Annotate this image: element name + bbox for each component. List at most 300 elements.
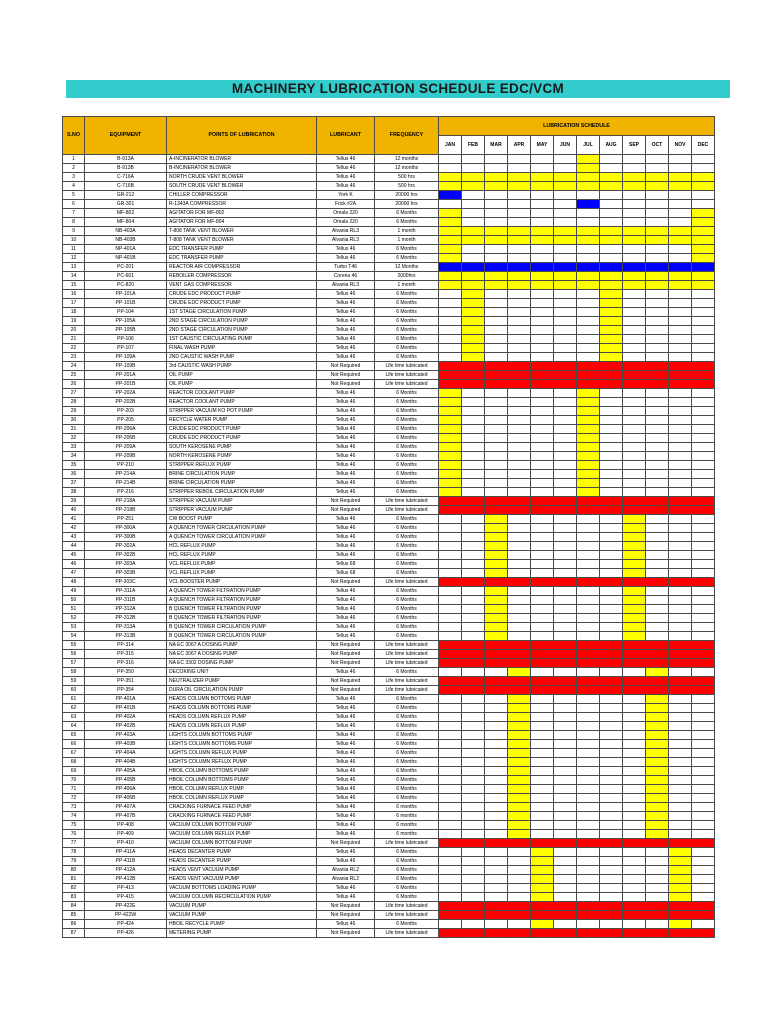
schedule-cell-may bbox=[531, 929, 554, 938]
table-row bbox=[63, 443, 715, 452]
schedule-cell-oct bbox=[646, 686, 669, 695]
schedule-cell-nov bbox=[669, 830, 692, 839]
row-point: B-INCINERATOR BLOWER bbox=[167, 164, 317, 173]
row-point: CRUDE EDC PRODUCT PUMP bbox=[167, 290, 317, 299]
schedule-cell-dec bbox=[692, 308, 715, 317]
schedule-cell-may bbox=[531, 398, 554, 407]
schedule-cell-mar bbox=[485, 695, 508, 704]
schedule-cell-jan bbox=[439, 470, 462, 479]
schedule-cell-mar bbox=[485, 434, 508, 443]
schedule-cell-dec bbox=[692, 263, 715, 272]
row-frequency: Life time lubricated bbox=[375, 641, 439, 650]
schedule-cell-apr bbox=[508, 488, 531, 497]
schedule-cell-jul bbox=[577, 398, 600, 407]
schedule-cell-jun bbox=[554, 686, 577, 695]
schedule-cell-nov bbox=[669, 425, 692, 434]
table-row bbox=[63, 569, 715, 578]
schedule-cell-feb bbox=[462, 533, 485, 542]
schedule-cell-jan bbox=[439, 668, 462, 677]
row-equipment: NB-403B bbox=[85, 236, 167, 245]
schedule-cell-apr bbox=[508, 704, 531, 713]
schedule-cell-may bbox=[531, 668, 554, 677]
schedule-cell-feb bbox=[462, 920, 485, 929]
schedule-cell-sep bbox=[623, 632, 646, 641]
row-frequency: 6 Months bbox=[375, 767, 439, 776]
schedule-cell-feb bbox=[462, 488, 485, 497]
row-frequency: 6 Months bbox=[375, 587, 439, 596]
schedule-cell-sep bbox=[623, 551, 646, 560]
row-lubricant: Tellus 46 bbox=[317, 848, 375, 857]
schedule-cell-oct bbox=[646, 488, 669, 497]
row-frequency: 500 hrs bbox=[375, 182, 439, 191]
schedule-cell-dec bbox=[692, 407, 715, 416]
schedule-cell-jun bbox=[554, 920, 577, 929]
row-frequency: 6 Months bbox=[375, 614, 439, 623]
schedule-cell-nov bbox=[669, 686, 692, 695]
schedule-cell-feb bbox=[462, 461, 485, 470]
schedule-cell-mar bbox=[485, 362, 508, 371]
schedule-cell-feb bbox=[462, 902, 485, 911]
row-equipment: PP-210 bbox=[85, 461, 167, 470]
row-point: BRINE CIRCULATION PUMP bbox=[167, 479, 317, 488]
row-frequency: 6 Months bbox=[375, 389, 439, 398]
schedule-cell-apr bbox=[508, 920, 531, 929]
schedule-cell-jan bbox=[439, 173, 462, 182]
schedule-cell-oct bbox=[646, 803, 669, 812]
row-point: HBOIL COLUMN BOTTOMS PUMP bbox=[167, 776, 317, 785]
row-equipment: PP-402B bbox=[85, 722, 167, 731]
schedule-cell-aug bbox=[600, 794, 623, 803]
row-lubricant: Tellus 46 bbox=[317, 326, 375, 335]
row-sno: 66 bbox=[63, 740, 85, 749]
row-frequency: 6 Months bbox=[375, 758, 439, 767]
schedule-cell-dec bbox=[692, 848, 715, 857]
schedule-cell-apr bbox=[508, 659, 531, 668]
row-lubricant: Tellus 46 bbox=[317, 632, 375, 641]
schedule-cell-jan bbox=[439, 776, 462, 785]
row-equipment: PP-300B bbox=[85, 533, 167, 542]
schedule-cell-jun bbox=[554, 254, 577, 263]
schedule-cell-mar bbox=[485, 227, 508, 236]
row-point: B QUENCH TOWER CIRCULATION PUMP bbox=[167, 623, 317, 632]
row-equipment: PP-303B bbox=[85, 569, 167, 578]
schedule-cell-jul bbox=[577, 236, 600, 245]
schedule-cell-sep bbox=[623, 569, 646, 578]
schedule-cell-sep bbox=[623, 308, 646, 317]
schedule-cell-feb bbox=[462, 182, 485, 191]
schedule-cell-jun bbox=[554, 650, 577, 659]
row-sno: 37 bbox=[63, 479, 85, 488]
row-lubricant: Not Required bbox=[317, 911, 375, 920]
row-point: NORTH CRUDE VENT BLOWER bbox=[167, 173, 317, 182]
schedule-cell-jan bbox=[439, 614, 462, 623]
schedule-cell-aug bbox=[600, 587, 623, 596]
row-lubricant: Alvania RL3 bbox=[317, 227, 375, 236]
row-sno: 50 bbox=[63, 596, 85, 605]
schedule-cell-feb bbox=[462, 848, 485, 857]
row-sno: 71 bbox=[63, 785, 85, 794]
schedule-cell-dec bbox=[692, 587, 715, 596]
schedule-cell-feb bbox=[462, 308, 485, 317]
schedule-cell-oct bbox=[646, 812, 669, 821]
schedule-cell-may bbox=[531, 506, 554, 515]
schedule-cell-jan bbox=[439, 641, 462, 650]
schedule-cell-aug bbox=[600, 803, 623, 812]
schedule-cell-feb bbox=[462, 164, 485, 173]
schedule-cell-apr bbox=[508, 830, 531, 839]
table-row bbox=[63, 839, 715, 848]
schedule-cell-may bbox=[531, 659, 554, 668]
schedule-cell-jul bbox=[577, 191, 600, 200]
schedule-cell-apr bbox=[508, 695, 531, 704]
schedule-cell-sep bbox=[623, 254, 646, 263]
schedule-cell-apr bbox=[508, 749, 531, 758]
schedule-cell-jan bbox=[439, 650, 462, 659]
header-points: POINTS OF LUBRICATION bbox=[167, 117, 317, 155]
row-frequency: Life time lubricated bbox=[375, 578, 439, 587]
schedule-cell-feb bbox=[462, 677, 485, 686]
row-frequency: 6 Months bbox=[375, 884, 439, 893]
schedule-cell-oct bbox=[646, 875, 669, 884]
schedule-cell-apr bbox=[508, 875, 531, 884]
schedule-cell-jan bbox=[439, 218, 462, 227]
schedule-cell-jun bbox=[554, 326, 577, 335]
row-lubricant: Tellus 46 bbox=[317, 704, 375, 713]
row-point: OIL PUMP bbox=[167, 371, 317, 380]
row-lubricant: Tellus 46 bbox=[317, 470, 375, 479]
row-lubricant: Tellus 46 bbox=[317, 425, 375, 434]
schedule-cell-jan bbox=[439, 353, 462, 362]
schedule-cell-mar bbox=[485, 722, 508, 731]
schedule-cell-jul bbox=[577, 353, 600, 362]
schedule-cell-feb bbox=[462, 794, 485, 803]
schedule-cell-apr bbox=[508, 182, 531, 191]
table-row bbox=[63, 668, 715, 677]
schedule-cell-apr bbox=[508, 353, 531, 362]
schedule-cell-jan bbox=[439, 632, 462, 641]
row-point: VACUUM COLUMN BOTTOM PUMP bbox=[167, 839, 317, 848]
row-lubricant: Tellus 46 bbox=[317, 758, 375, 767]
row-equipment: PP-412B bbox=[85, 875, 167, 884]
row-lubricant: Alvania RL2 bbox=[317, 866, 375, 875]
schedule-cell-apr bbox=[508, 551, 531, 560]
schedule-cell-sep bbox=[623, 353, 646, 362]
schedule-cell-mar bbox=[485, 668, 508, 677]
row-lubricant: Tellus 46 bbox=[317, 749, 375, 758]
schedule-cell-apr bbox=[508, 929, 531, 938]
schedule-cell-oct bbox=[646, 920, 669, 929]
schedule-cell-mar bbox=[485, 497, 508, 506]
schedule-cell-jul bbox=[577, 164, 600, 173]
row-point: LIGHTS COLUMN BOTTOMS PUMP bbox=[167, 731, 317, 740]
schedule-cell-jul bbox=[577, 533, 600, 542]
schedule-cell-jul bbox=[577, 443, 600, 452]
schedule-cell-mar bbox=[485, 812, 508, 821]
schedule-cell-jan bbox=[439, 677, 462, 686]
schedule-cell-mar bbox=[485, 173, 508, 182]
schedule-cell-apr bbox=[508, 821, 531, 830]
schedule-cell-apr bbox=[508, 272, 531, 281]
month-header-mar: MAR bbox=[485, 136, 508, 155]
schedule-cell-apr bbox=[508, 308, 531, 317]
schedule-cell-aug bbox=[600, 866, 623, 875]
row-sno: 56 bbox=[63, 650, 85, 659]
row-frequency: 6 Months bbox=[375, 875, 439, 884]
schedule-cell-jan bbox=[439, 236, 462, 245]
schedule-cell-nov bbox=[669, 902, 692, 911]
schedule-cell-may bbox=[531, 587, 554, 596]
schedule-cell-feb bbox=[462, 551, 485, 560]
schedule-cell-sep bbox=[623, 596, 646, 605]
row-frequency: 6 Months bbox=[375, 209, 439, 218]
schedule-cell-jan bbox=[439, 308, 462, 317]
schedule-cell-nov bbox=[669, 281, 692, 290]
schedule-cell-mar bbox=[485, 785, 508, 794]
row-frequency: 6 Months bbox=[375, 461, 439, 470]
schedule-cell-mar bbox=[485, 308, 508, 317]
row-sno: 12 bbox=[63, 254, 85, 263]
table-row bbox=[63, 821, 715, 830]
schedule-cell-jun bbox=[554, 749, 577, 758]
schedule-cell-jan bbox=[439, 497, 462, 506]
row-frequency: 6 Months bbox=[375, 416, 439, 425]
row-equipment: B-913B bbox=[85, 164, 167, 173]
row-equipment: PP-404B bbox=[85, 758, 167, 767]
schedule-cell-nov bbox=[669, 911, 692, 920]
schedule-cell-jul bbox=[577, 218, 600, 227]
row-equipment: PP-303C bbox=[85, 578, 167, 587]
schedule-cell-sep bbox=[623, 857, 646, 866]
schedule-cell-sep bbox=[623, 497, 646, 506]
row-sno: 83 bbox=[63, 893, 85, 902]
schedule-cell-dec bbox=[692, 497, 715, 506]
row-equipment: NP-401A bbox=[85, 245, 167, 254]
row-lubricant: Tellus 46 bbox=[317, 776, 375, 785]
schedule-cell-nov bbox=[669, 245, 692, 254]
row-equipment: PP-251 bbox=[85, 515, 167, 524]
table-row bbox=[63, 173, 715, 182]
row-lubricant: Tellus 46 bbox=[317, 344, 375, 353]
schedule-cell-jun bbox=[554, 614, 577, 623]
schedule-cell-jul bbox=[577, 893, 600, 902]
schedule-cell-feb bbox=[462, 191, 485, 200]
table-row bbox=[63, 677, 715, 686]
schedule-cell-jun bbox=[554, 857, 577, 866]
schedule-cell-may bbox=[531, 479, 554, 488]
row-sno: 19 bbox=[63, 317, 85, 326]
schedule-cell-may bbox=[531, 308, 554, 317]
table-row bbox=[63, 200, 715, 209]
row-point: AGITATOR FOR MF-802 bbox=[167, 209, 317, 218]
row-sno: 74 bbox=[63, 812, 85, 821]
schedule-cell-oct bbox=[646, 434, 669, 443]
schedule-cell-nov bbox=[669, 353, 692, 362]
schedule-cell-jul bbox=[577, 857, 600, 866]
schedule-cell-jul bbox=[577, 362, 600, 371]
row-sno: 54 bbox=[63, 632, 85, 641]
schedule-cell-jan bbox=[439, 722, 462, 731]
table-row bbox=[63, 803, 715, 812]
schedule-cell-jun bbox=[554, 335, 577, 344]
schedule-cell-may bbox=[531, 227, 554, 236]
schedule-cell-jul bbox=[577, 713, 600, 722]
schedule-cell-jun bbox=[554, 398, 577, 407]
schedule-cell-jan bbox=[439, 362, 462, 371]
schedule-cell-feb bbox=[462, 614, 485, 623]
schedule-cell-dec bbox=[692, 812, 715, 821]
schedule-cell-mar bbox=[485, 560, 508, 569]
table-row bbox=[63, 731, 715, 740]
schedule-cell-mar bbox=[485, 533, 508, 542]
schedule-cell-jul bbox=[577, 740, 600, 749]
row-frequency: 6 Months bbox=[375, 857, 439, 866]
schedule-cell-oct bbox=[646, 389, 669, 398]
schedule-cell-jan bbox=[439, 371, 462, 380]
schedule-cell-apr bbox=[508, 650, 531, 659]
schedule-cell-jan bbox=[439, 317, 462, 326]
row-frequency: 6 Months bbox=[375, 344, 439, 353]
table-row bbox=[63, 587, 715, 596]
schedule-cell-may bbox=[531, 605, 554, 614]
row-frequency: 6 Months bbox=[375, 893, 439, 902]
table-row bbox=[63, 263, 715, 272]
schedule-cell-may bbox=[531, 425, 554, 434]
schedule-cell-apr bbox=[508, 479, 531, 488]
schedule-cell-oct bbox=[646, 767, 669, 776]
schedule-cell-nov bbox=[669, 704, 692, 713]
schedule-cell-mar bbox=[485, 425, 508, 434]
row-sno: 44 bbox=[63, 542, 85, 551]
schedule-cell-apr bbox=[508, 587, 531, 596]
schedule-cell-jan bbox=[439, 749, 462, 758]
row-sno: 43 bbox=[63, 533, 85, 542]
schedule-cell-jan bbox=[439, 893, 462, 902]
table-row bbox=[63, 767, 715, 776]
schedule-cell-may bbox=[531, 461, 554, 470]
schedule-cell-jan bbox=[439, 785, 462, 794]
schedule-cell-aug bbox=[600, 524, 623, 533]
schedule-cell-dec bbox=[692, 524, 715, 533]
schedule-cell-sep bbox=[623, 542, 646, 551]
schedule-cell-may bbox=[531, 686, 554, 695]
schedule-cell-oct bbox=[646, 542, 669, 551]
schedule-cell-oct bbox=[646, 551, 669, 560]
schedule-cell-may bbox=[531, 254, 554, 263]
row-frequency: 6 Months bbox=[375, 776, 439, 785]
schedule-cell-apr bbox=[508, 569, 531, 578]
row-sno: 25 bbox=[63, 371, 85, 380]
schedule-cell-nov bbox=[669, 515, 692, 524]
schedule-cell-mar bbox=[485, 245, 508, 254]
row-equipment: B-913A bbox=[85, 155, 167, 164]
schedule-cell-aug bbox=[600, 434, 623, 443]
schedule-cell-feb bbox=[462, 200, 485, 209]
table-row bbox=[63, 830, 715, 839]
schedule-cell-feb bbox=[462, 173, 485, 182]
row-equipment: PP-201B bbox=[85, 380, 167, 389]
schedule-cell-feb bbox=[462, 281, 485, 290]
schedule-cell-nov bbox=[669, 560, 692, 569]
table-row bbox=[63, 713, 715, 722]
row-equipment: PP-300A bbox=[85, 524, 167, 533]
schedule-cell-aug bbox=[600, 488, 623, 497]
row-lubricant: Omala 220 bbox=[317, 209, 375, 218]
schedule-cell-mar bbox=[485, 371, 508, 380]
month-header-jan: JAN bbox=[439, 136, 462, 155]
schedule-cell-may bbox=[531, 299, 554, 308]
row-sno: 67 bbox=[63, 749, 85, 758]
schedule-cell-jun bbox=[554, 623, 577, 632]
schedule-cell-jan bbox=[439, 407, 462, 416]
schedule-cell-oct bbox=[646, 641, 669, 650]
schedule-cell-jun bbox=[554, 803, 577, 812]
schedule-cell-sep bbox=[623, 488, 646, 497]
schedule-cell-apr bbox=[508, 722, 531, 731]
schedule-cell-feb bbox=[462, 632, 485, 641]
header-sno: S.NO bbox=[63, 117, 85, 155]
schedule-cell-jun bbox=[554, 299, 577, 308]
row-frequency: 6 Months bbox=[375, 245, 439, 254]
schedule-cell-may bbox=[531, 182, 554, 191]
schedule-cell-jan bbox=[439, 182, 462, 191]
schedule-cell-nov bbox=[669, 344, 692, 353]
row-sno: 4 bbox=[63, 182, 85, 191]
schedule-cell-aug bbox=[600, 443, 623, 452]
schedule-cell-jan bbox=[439, 479, 462, 488]
schedule-cell-dec bbox=[692, 875, 715, 884]
schedule-cell-mar bbox=[485, 515, 508, 524]
schedule-cell-feb bbox=[462, 875, 485, 884]
schedule-cell-oct bbox=[646, 911, 669, 920]
row-frequency: 6 months bbox=[375, 830, 439, 839]
schedule-cell-aug bbox=[600, 668, 623, 677]
row-sno: 47 bbox=[63, 569, 85, 578]
schedule-cell-jan bbox=[439, 821, 462, 830]
table-row bbox=[63, 497, 715, 506]
schedule-cell-dec bbox=[692, 173, 715, 182]
row-lubricant: Tellus 46 bbox=[317, 335, 375, 344]
table-row bbox=[63, 353, 715, 362]
schedule-cell-may bbox=[531, 884, 554, 893]
schedule-cell-may bbox=[531, 893, 554, 902]
schedule-cell-oct bbox=[646, 740, 669, 749]
row-frequency: 1 month bbox=[375, 227, 439, 236]
schedule-cell-oct bbox=[646, 209, 669, 218]
row-frequency: 6 Months bbox=[375, 299, 439, 308]
row-lubricant: Turbo T46 bbox=[317, 263, 375, 272]
schedule-cell-nov bbox=[669, 623, 692, 632]
row-sno: 64 bbox=[63, 722, 85, 731]
schedule-cell-sep bbox=[623, 758, 646, 767]
table-row bbox=[63, 245, 715, 254]
row-lubricant: Omala 220 bbox=[317, 218, 375, 227]
row-frequency: 6 Months bbox=[375, 632, 439, 641]
schedule-cell-jul bbox=[577, 632, 600, 641]
schedule-cell-jun bbox=[554, 227, 577, 236]
schedule-cell-oct bbox=[646, 362, 669, 371]
row-frequency: 6 Months bbox=[375, 434, 439, 443]
schedule-cell-feb bbox=[462, 596, 485, 605]
row-equipment: PP-201A bbox=[85, 371, 167, 380]
schedule-cell-oct bbox=[646, 533, 669, 542]
schedule-cell-jul bbox=[577, 326, 600, 335]
header-schedule: LUBRICATION SCHEDULE bbox=[439, 117, 715, 136]
schedule-cell-dec bbox=[692, 335, 715, 344]
schedule-cell-jan bbox=[439, 524, 462, 533]
table-row bbox=[63, 326, 715, 335]
schedule-cell-oct bbox=[646, 164, 669, 173]
schedule-cell-jan bbox=[439, 569, 462, 578]
